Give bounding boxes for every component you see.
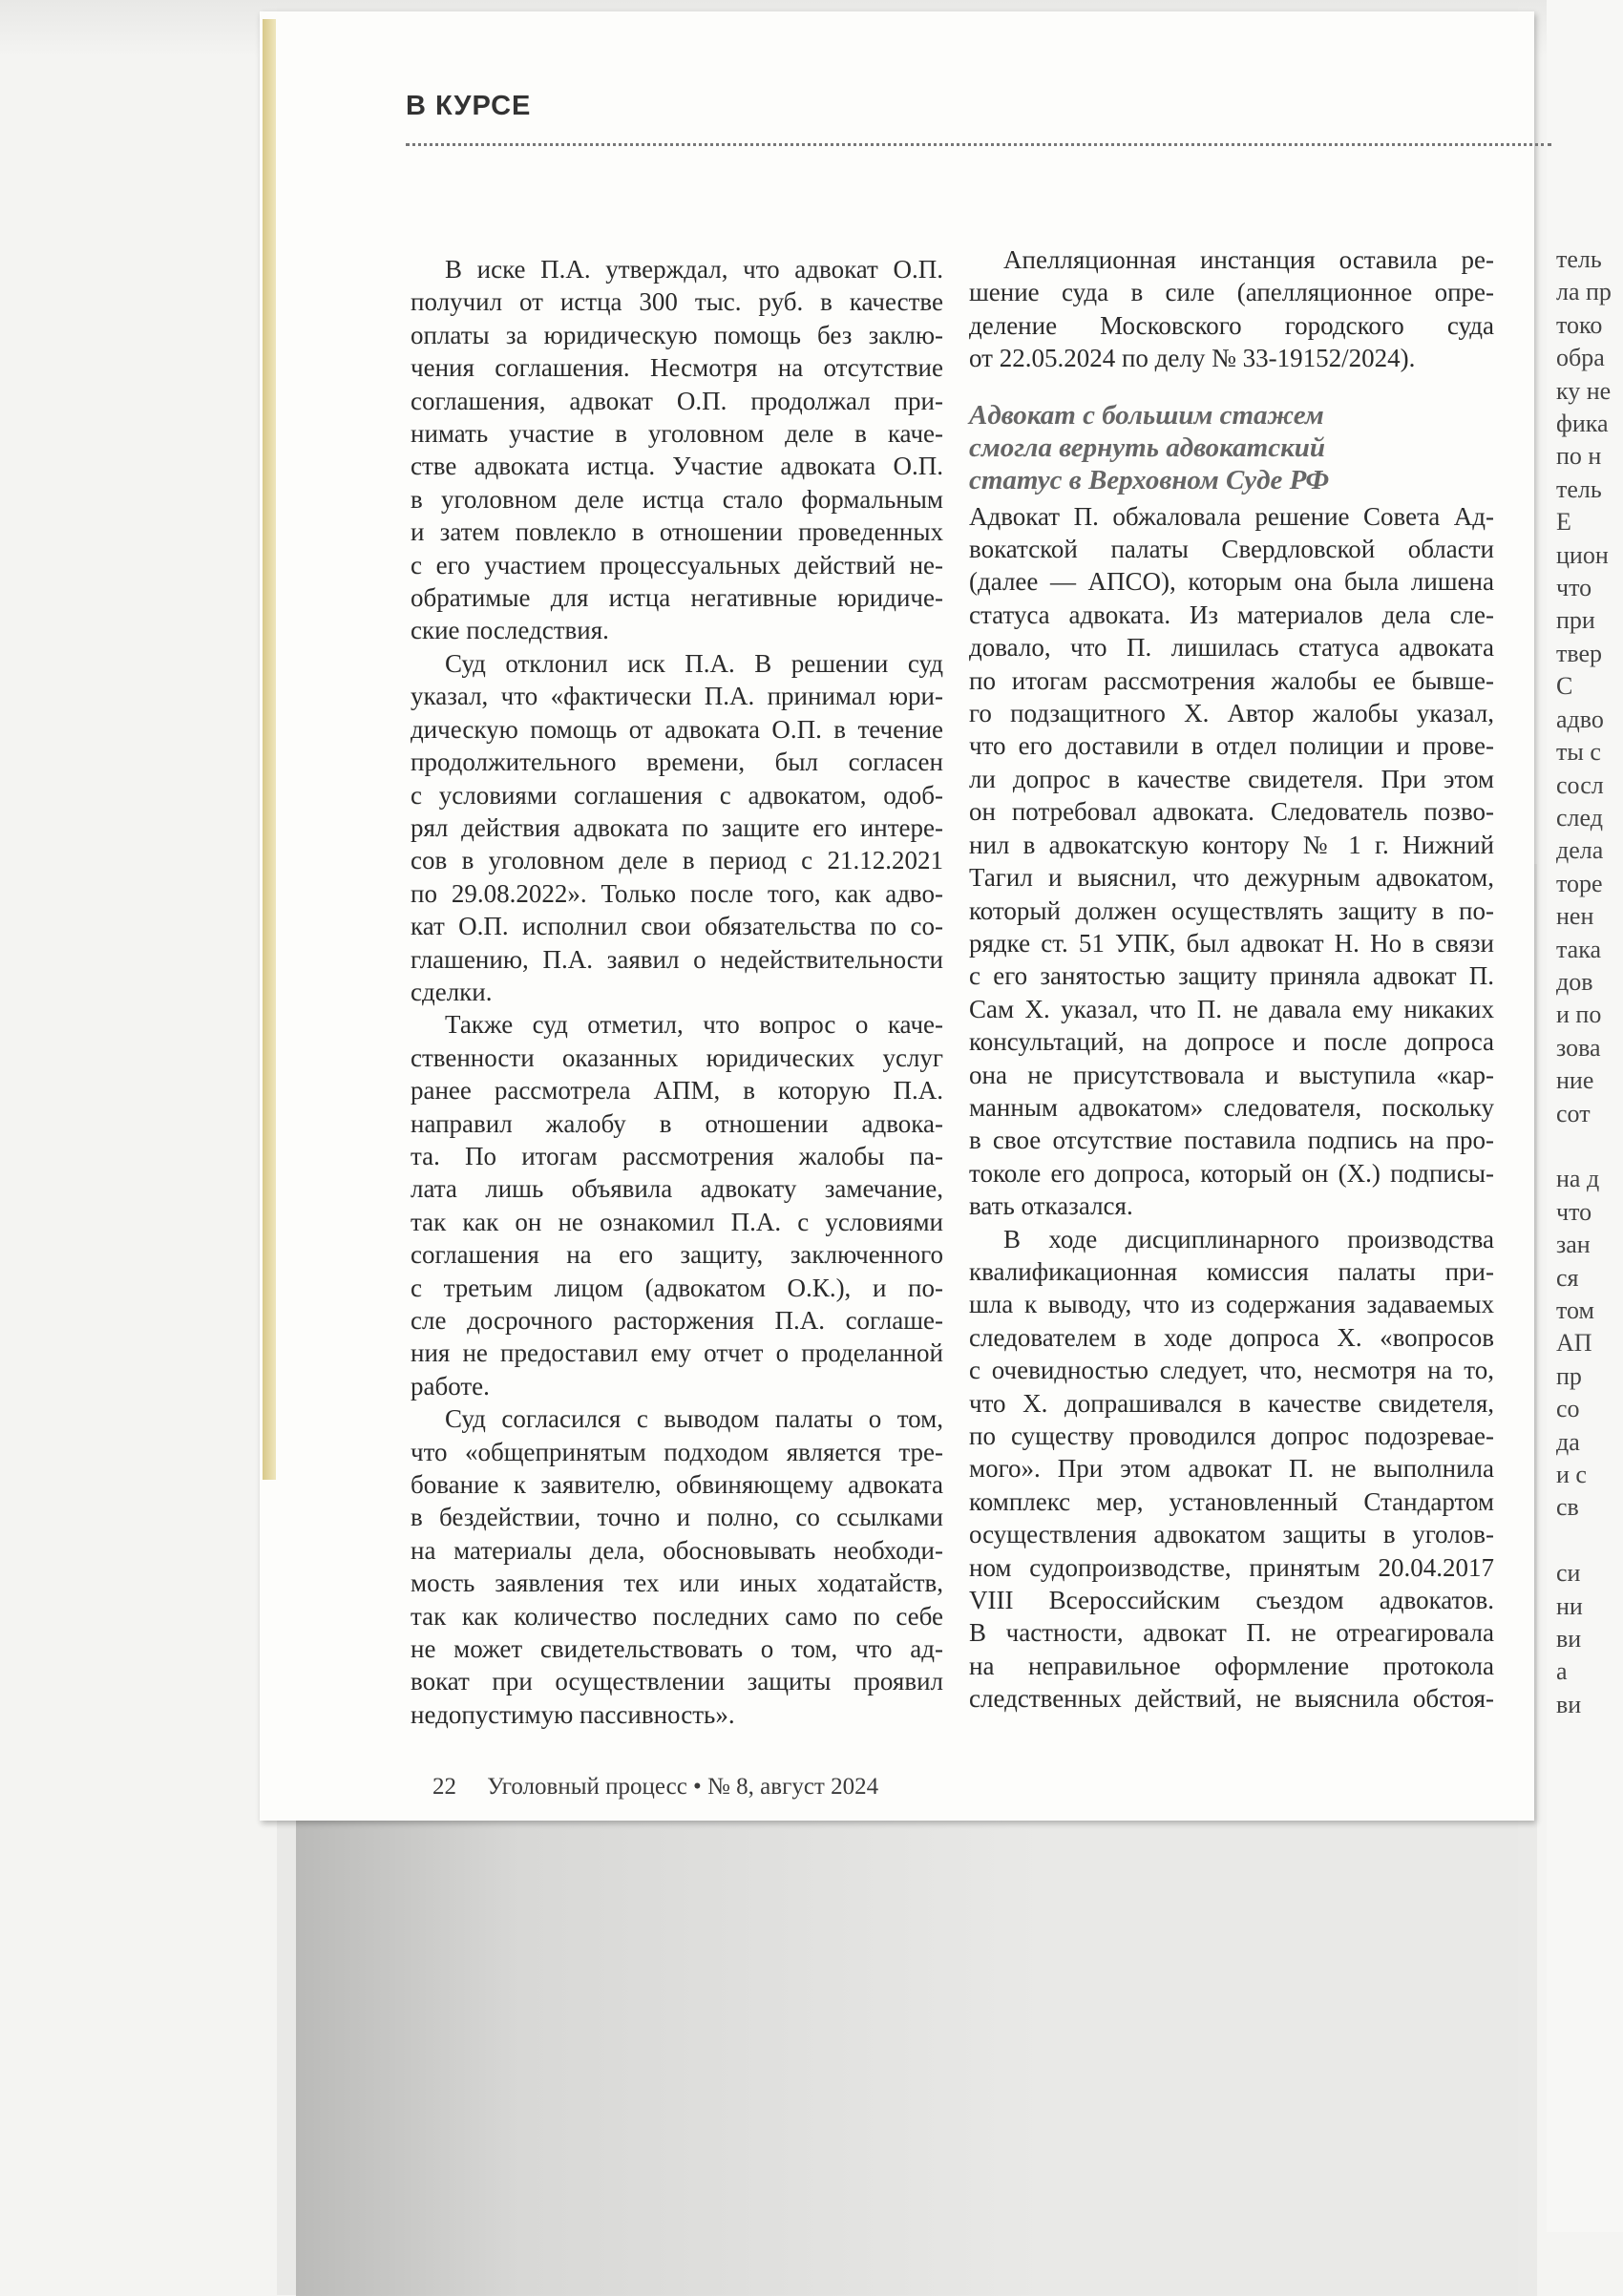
right-body-text-line: следователем в ходе допроса Х. «вопросов (969, 1322, 1494, 1352)
right-body-text-line: по существу проводился допрос подозревае- (969, 1422, 1494, 1450)
left-column-text-line: лата лишь объявила адвокату замечание, (411, 1174, 943, 1204)
left-column-text-line: ранее рассмотрела АПМ, в которую П.А. (411, 1076, 943, 1106)
next-page-fragment: тель (1556, 245, 1602, 273)
next-page-fragment: твер (1556, 639, 1603, 667)
left-column-text-line: кат О.П. исполнил свои обязательства по со- (411, 912, 943, 941)
right-body-text-line: манным адвокатом» следователя, поскольку (969, 1092, 1494, 1122)
right-body-text-line: вокатской палаты Свердловской области (969, 535, 1494, 564)
next-page-fragment: ви (1556, 1690, 1582, 1718)
right-body-text-line: осуществления адвокатом защиты в уголов- (969, 1520, 1494, 1549)
right-body-text-line: который должен осуществлять защиту в по- (969, 895, 1494, 925)
next-page-fragment: фика (1556, 410, 1609, 438)
left-column-text-line: мость заявления тех или иных ходатайств, (411, 1569, 943, 1598)
next-page-fragment: на д (1556, 1165, 1600, 1193)
next-page-fragment: нен (1556, 902, 1594, 931)
left-column-text-line: рял действия адвоката по защите его интере- (411, 812, 943, 842)
article-subheading (969, 399, 1494, 496)
next-page-fragment: АП (1556, 1329, 1592, 1358)
right-body-text-line: ли допрос в качестве свидетеля. При этом (969, 764, 1494, 793)
left-column (411, 253, 943, 1731)
left-column-text-line: так как он не ознакомил П.А. с условиями (411, 1207, 943, 1236)
next-page-fragment: что (1556, 1197, 1592, 1226)
right-intro-text-line: деление Московского городского суда (969, 310, 1494, 340)
next-page-fragment: по н (1556, 442, 1602, 471)
right-body-text-line: что его доставили в отдел полиции и прове- (969, 731, 1494, 761)
right-body-text-line: довало, что П. лишилась статуса адвоката (969, 633, 1494, 663)
right-body-text-line: с его занятостью защиту приняла адвокат П. (969, 961, 1494, 991)
left-column-text-line: В иске П.А. утверждал, что адвокат О.П. (445, 255, 943, 284)
next-page-fragment: ви (1556, 1625, 1582, 1654)
left-column-text-line: работе. (411, 1371, 490, 1401)
right-body-text-line: шла к выводу, что из содержания задаваемых (969, 1290, 1494, 1319)
right-body-text-line: она не присутствовала и выступила «кар- (969, 1060, 1494, 1089)
next-page-fragment: адво (1556, 705, 1604, 733)
subheading-line: Адвокат с большим стажем (969, 399, 1324, 431)
left-column-text-line: с третьим лицом (адвокатом О.К.), и по- (411, 1273, 943, 1302)
left-column-text-line: ственности оказанных юридических услуг (411, 1043, 943, 1072)
left-column-text-line: в уголовном деле истца стало формальным (411, 484, 943, 514)
right-body-text-line: комплекс мер, установленный Стандартом (969, 1486, 1494, 1516)
next-page-fragment: токо (1556, 310, 1603, 339)
right-body-text (969, 500, 1494, 1716)
right-body-text-line: Сам Х. указал, что П. не давала ему никаких (969, 994, 1494, 1023)
next-page-fragment: ся (1556, 1263, 1579, 1292)
next-page-fragment: ты с (1556, 738, 1601, 767)
left-column-text-line: обратимые для истца негативные юридиче- (411, 583, 943, 613)
right-body-text-line: вать отказался. (969, 1191, 1133, 1221)
right-body-text-line: по итогам рассмотрения жалобы ее бывше- (969, 665, 1494, 695)
right-body-text-line: рядке ст. 51 УПК, был адвокат Н. Но в связи (969, 928, 1494, 958)
left-column-text-line: ские последствия. (411, 616, 609, 645)
next-page-fragment: ние (1556, 1066, 1594, 1095)
subheading-line: статус в Верховном Суде РФ (969, 464, 1330, 495)
left-column-text-line: что «общепринятым подходом является тре- (411, 1437, 943, 1466)
right-body-text-line: статуса адвоката. Из материалов дела сле- (969, 600, 1494, 629)
left-column-text-line: продолжительного времени, был согласен (411, 748, 943, 777)
next-page-fragment: и с (1556, 1461, 1587, 1489)
right-body-text-line: нил в адвокатскую контору № 1 г. Нижний (969, 830, 1494, 859)
right-body-text-line: токоле его допроса, который он (Х.) подписы- (969, 1158, 1494, 1188)
next-page-fragment: и по (1556, 1001, 1602, 1029)
next-page-fragment: дов (1556, 967, 1593, 996)
next-page-fragment: да (1556, 1427, 1580, 1456)
left-column-text-line: нимать участие в уголовном деле в каче- (411, 419, 943, 449)
left-column-text-line: сов в уголовном деле в период с 21.12.2021 (411, 846, 943, 875)
right-intro-text-line: шение суда в силе (апелляционное опре- (969, 278, 1494, 307)
next-page-fragment: ла пр (1556, 278, 1612, 306)
left-column-text-line: бование к заявителю, обвиняющему адвоката (411, 1470, 943, 1500)
next-page-fragment: си (1556, 1559, 1581, 1588)
page-number: 22 (432, 1774, 456, 1800)
left-column-text-line: получил от истца 300 тыс. руб. в качестве (411, 287, 943, 317)
left-column-text-line: дическую помощь от адвоката О.П. в течение (411, 714, 943, 744)
right-intro-text-line: Апелляционная инстанция оставила ре- (1003, 245, 1494, 274)
right-body-text-line: он потребовал адвоката. Следователь позво- (969, 797, 1494, 827)
left-column-text-line: в бездействии, точно и полно, со ссылками (411, 1503, 943, 1532)
subheading-line: смогла вернуть адвокатский (969, 432, 1326, 463)
next-page-fragment: а (1556, 1657, 1568, 1686)
left-column-text-line: по 29.08.2022». Только после того, как адво- (411, 878, 943, 908)
right-body-text-line: с очевидностью следует, что, несмотря на то, (969, 1356, 1494, 1385)
left-column-text-line: вокат при осуществлении защиты проявил (411, 1667, 943, 1696)
next-page-fragment: со (1556, 1395, 1580, 1423)
journal-issue: Уголовный процесс • № 8, август 2024 (487, 1774, 879, 1800)
next-page-fragment: торе (1556, 869, 1603, 897)
right-body-text-line: консультаций, на допросе и после допроса (969, 1027, 1494, 1057)
next-page-fragments (1556, 243, 1623, 1721)
right-body-text-line: квалификационная комиссия палаты при- (969, 1256, 1494, 1286)
next-page-fragment: том (1556, 1296, 1594, 1324)
right-body-text-line: (далее — АПСО), которым она была лишена (969, 567, 1494, 597)
left-column-text-line: на материалы дела, обосновывать необходи- (411, 1535, 943, 1565)
next-page-fragment: след (1556, 803, 1603, 832)
right-column (969, 243, 1494, 1716)
next-page-fragment: зан (1556, 1231, 1591, 1259)
right-intro-paragraph (969, 243, 1494, 375)
left-column-text-line: направил жалобу в отношении адвока- (411, 1108, 943, 1138)
right-body-text-line: в свое отсутствие поставила подпись на про- (969, 1126, 1494, 1155)
left-column-text-line: не может свидетельствовать о том, что ад- (411, 1634, 943, 1664)
left-column-text-line: сделки. (411, 977, 493, 1006)
page-footer (432, 1774, 878, 1801)
page-edge-stripe (263, 19, 276, 1480)
left-column-text-line: так как количество последних само по себе (411, 1601, 943, 1631)
next-page-fragment: така (1556, 935, 1601, 963)
next-page-fragment: Е (1556, 508, 1571, 537)
left-column-text-line: Также суд отметил, что вопрос о каче- (445, 1010, 943, 1040)
next-page-fragment: при (1556, 606, 1595, 635)
right-body-text-line: VIII Всероссийским съездом адвокатов. (969, 1586, 1494, 1615)
right-body-text-line: мого». При этом адвокат П. не выполнила (969, 1454, 1494, 1484)
right-body-text-line: го подзащитного Х. Автор жалобы указал, (969, 699, 1494, 728)
next-page-fragment: зова (1556, 1033, 1601, 1062)
left-column-text-line: ния не предоставил ему отчет о проделанной (411, 1338, 943, 1368)
right-body-text-line: Адвокат П. обжаловала решение Совета Ад- (969, 501, 1494, 531)
left-column-text-line: соглашения на его защиту, заключенного (411, 1240, 943, 1270)
right-body-text-line: ном судопроизводстве, принятым 20.04.2017 (969, 1552, 1494, 1582)
right-body-text-line: следственных действий, не выяснила обстоя- (969, 1684, 1494, 1714)
left-column-text-line: Суд отклонил иск П.А. В решении суд (445, 648, 943, 678)
section-title: В КУРСЕ (406, 91, 532, 121)
next-page-fragment: сосл (1556, 770, 1604, 799)
next-page-fragment: ку не (1556, 376, 1612, 405)
left-column-text-line: глашению, П.А. заявил о недействительности (411, 944, 943, 974)
next-page-fragment: что (1556, 574, 1592, 602)
right-body-text-line: В ходе дисциплинарного производства (1003, 1224, 1494, 1253)
left-column-text-line: с его участием процессуальных действий не- (411, 550, 943, 579)
right-intro-text-line: от 22.05.2024 по делу № 33-19152/2024). (969, 344, 1416, 373)
next-page-fragment: св (1556, 1493, 1579, 1522)
left-column-text-line: чения соглашения. Несмотря на отсутствие (411, 353, 943, 383)
next-page-fragment (1556, 1130, 1623, 1163)
right-body-text-line: на неправильное оформление протокола (969, 1651, 1494, 1680)
header-divider (406, 143, 1551, 146)
left-column-text-line: недопустимую пассивность». (411, 1699, 735, 1729)
next-page-fragment: С (1556, 672, 1573, 701)
left-column-text-line: указал, что «фактически П.А. принимал юри- (411, 682, 943, 711)
left-column-text-line: та. По итогам рассмотрения жалобы па- (411, 1141, 943, 1170)
left-column-text-line: с условиями соглашения с адвокатом, одоб- (411, 780, 943, 810)
left-column-text-line: стве адвоката истца. Участие адвоката О.П. (411, 452, 943, 481)
right-body-text-line: Тагил и выяснил, что дежурным адвокатом, (969, 863, 1494, 893)
right-body-text-line: В частности, адвокат П. не отреагировала (969, 1618, 1494, 1648)
left-column-text-line: соглашения, адвокат О.П. продолжал при- (411, 386, 943, 415)
left-column-text-line: Суд согласился с выводом палаты о том, (445, 1404, 943, 1434)
next-page-fragment: обра (1556, 344, 1605, 372)
right-body-text-line: что Х. допрашивался в качестве свидетеля, (969, 1388, 1494, 1418)
next-page-fragment: тель (1556, 474, 1602, 503)
next-page-fragment: цион (1556, 540, 1609, 569)
next-page-fragment (1556, 1525, 1623, 1557)
next-page-fragment: дела (1556, 836, 1604, 865)
next-page-fragment: ни (1556, 1591, 1583, 1620)
next-page-fragment: сот (1556, 1099, 1591, 1127)
left-column-text-line: сле досрочного расторжения П.А. соглаше- (411, 1306, 943, 1335)
next-page-fragment: пр (1556, 1361, 1582, 1390)
left-column-text-line: и затем повлекло в отношении проведенных (411, 517, 943, 547)
left-column-text-line: оплаты за юридическую помощь без заклю- (411, 320, 943, 349)
